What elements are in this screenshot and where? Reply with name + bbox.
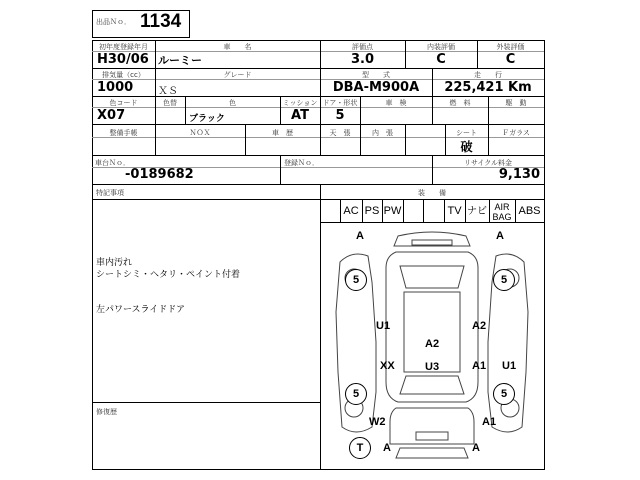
equip-tv: TV [447, 205, 462, 217]
notes-line: シートシミ・ヘタリ・ペイント付着 [96, 270, 241, 280]
displacement-value: 1000 [97, 80, 134, 95]
mileage-label: 走 行 [474, 71, 502, 79]
equipment-label: 装 備 [418, 189, 446, 197]
mark-roof-center: U3 [425, 361, 440, 373]
interior-top-label: 内 張 [372, 129, 393, 137]
equip-ps: PS [364, 205, 380, 217]
color-code-label: 色コード [109, 99, 138, 107]
first-reg-value: H30/06 [97, 52, 149, 67]
exterior-label: 外装評価 [496, 43, 525, 51]
rear-window [400, 376, 464, 394]
mark-rear-left: W2 [369, 416, 386, 428]
equip-abs: ABS [518, 205, 541, 217]
mark-rear-right: A1 [482, 416, 497, 428]
lot-label: 出品Ｎｏ． [96, 18, 131, 26]
mark-right-u1: U1 [502, 360, 517, 372]
notes-line: 車内汚れ [96, 258, 133, 268]
displacement-label: 排気量（cc） [102, 71, 145, 79]
mark-roof-front: A2 [425, 338, 440, 350]
history-label: 車 歴 [272, 129, 293, 137]
nox-label: ＮＯＸ [189, 129, 211, 137]
inspection-label: 車 検 [385, 99, 407, 107]
interior-label: 内装評価 [427, 43, 455, 51]
mark-right-front-door: 5 [493, 269, 515, 291]
mark-tire: T [349, 437, 371, 459]
mark-front-left: A [356, 230, 364, 242]
score-value: 3.0 [350, 52, 375, 67]
score-label: 評価点 [352, 43, 373, 51]
equip-airbag: AIR BAG [492, 202, 512, 222]
mark-left-roof: XX [380, 360, 395, 372]
windshield [400, 266, 464, 288]
front-bottom-outline [396, 448, 468, 458]
top-body-outline [386, 252, 478, 402]
mileage-value: 225,421 Km [444, 80, 532, 95]
color-value: ブラック [189, 114, 225, 124]
grade-label: グレード [223, 71, 252, 79]
interior-value: C [436, 52, 446, 67]
recycle-value: 9,130 [498, 167, 540, 182]
drive-label: 駆 動 [505, 99, 527, 107]
manual-label: 整備手帳 [109, 129, 138, 137]
front-grille [412, 240, 452, 245]
equip-navi: ナビ [467, 206, 487, 217]
recycle-label: リサイクル料金 [463, 159, 513, 167]
mark-right-rear-door: 5 [493, 383, 515, 405]
mission-label: ミッション [282, 99, 318, 107]
mark-bottom-right: A [472, 442, 480, 454]
first-reg-label: 初年度登録年月 [99, 43, 148, 51]
mark-right-pillar: A2 [472, 320, 487, 332]
seat-value: 破 [460, 140, 473, 154]
seat-label: シート [456, 129, 477, 137]
notes-text [96, 257, 240, 316]
rear-plate [416, 432, 448, 440]
chassis-value: -0189682 [125, 167, 194, 182]
doors-value: 5 [335, 108, 345, 123]
rear-view-outline [390, 408, 474, 444]
front-view-outline [394, 232, 470, 246]
color-code-value: X07 [97, 108, 126, 123]
fuel-label: 燃 料 [449, 99, 471, 107]
chassis-label: 車台Ｎｏ． [95, 159, 130, 167]
notes-label: 特記事項 [96, 189, 124, 197]
roof-panel [404, 292, 460, 372]
mission-value: AT [291, 108, 309, 123]
mark-left-front-door: 5 [345, 269, 367, 291]
doors-label: ドア・形状 [322, 99, 358, 107]
mark-right-a1: A1 [472, 360, 487, 372]
equip-pw: PW [383, 205, 402, 217]
model-value: DBA-M900A [332, 80, 420, 95]
color-label: 色 [229, 99, 236, 107]
mark-bottom-left: A [383, 442, 391, 454]
reg-no-label: 登録Ｎｏ． [284, 159, 319, 167]
lot-number: 1134 [140, 11, 182, 32]
sunroof-label: 天 張 [329, 129, 351, 137]
mark-front-right: A [496, 230, 504, 242]
repair-label: 修復歴 [96, 408, 117, 416]
notes-line: 左パワースライドドア [96, 305, 186, 315]
car-name-label: 車 名 [223, 43, 252, 51]
mark-left-pillar: U1 [376, 320, 391, 332]
exterior-value: C [505, 52, 516, 67]
model-label: 型 式 [362, 71, 390, 79]
color-change-label: 色替 [163, 99, 177, 107]
grade-value: ＸＳ [158, 86, 178, 97]
equip-ac: AC [343, 205, 359, 217]
car-name-value: ルーミー [158, 54, 202, 67]
mark-left-rear-door: 5 [345, 383, 367, 405]
fglass-label: Ｆガラス [502, 129, 530, 137]
